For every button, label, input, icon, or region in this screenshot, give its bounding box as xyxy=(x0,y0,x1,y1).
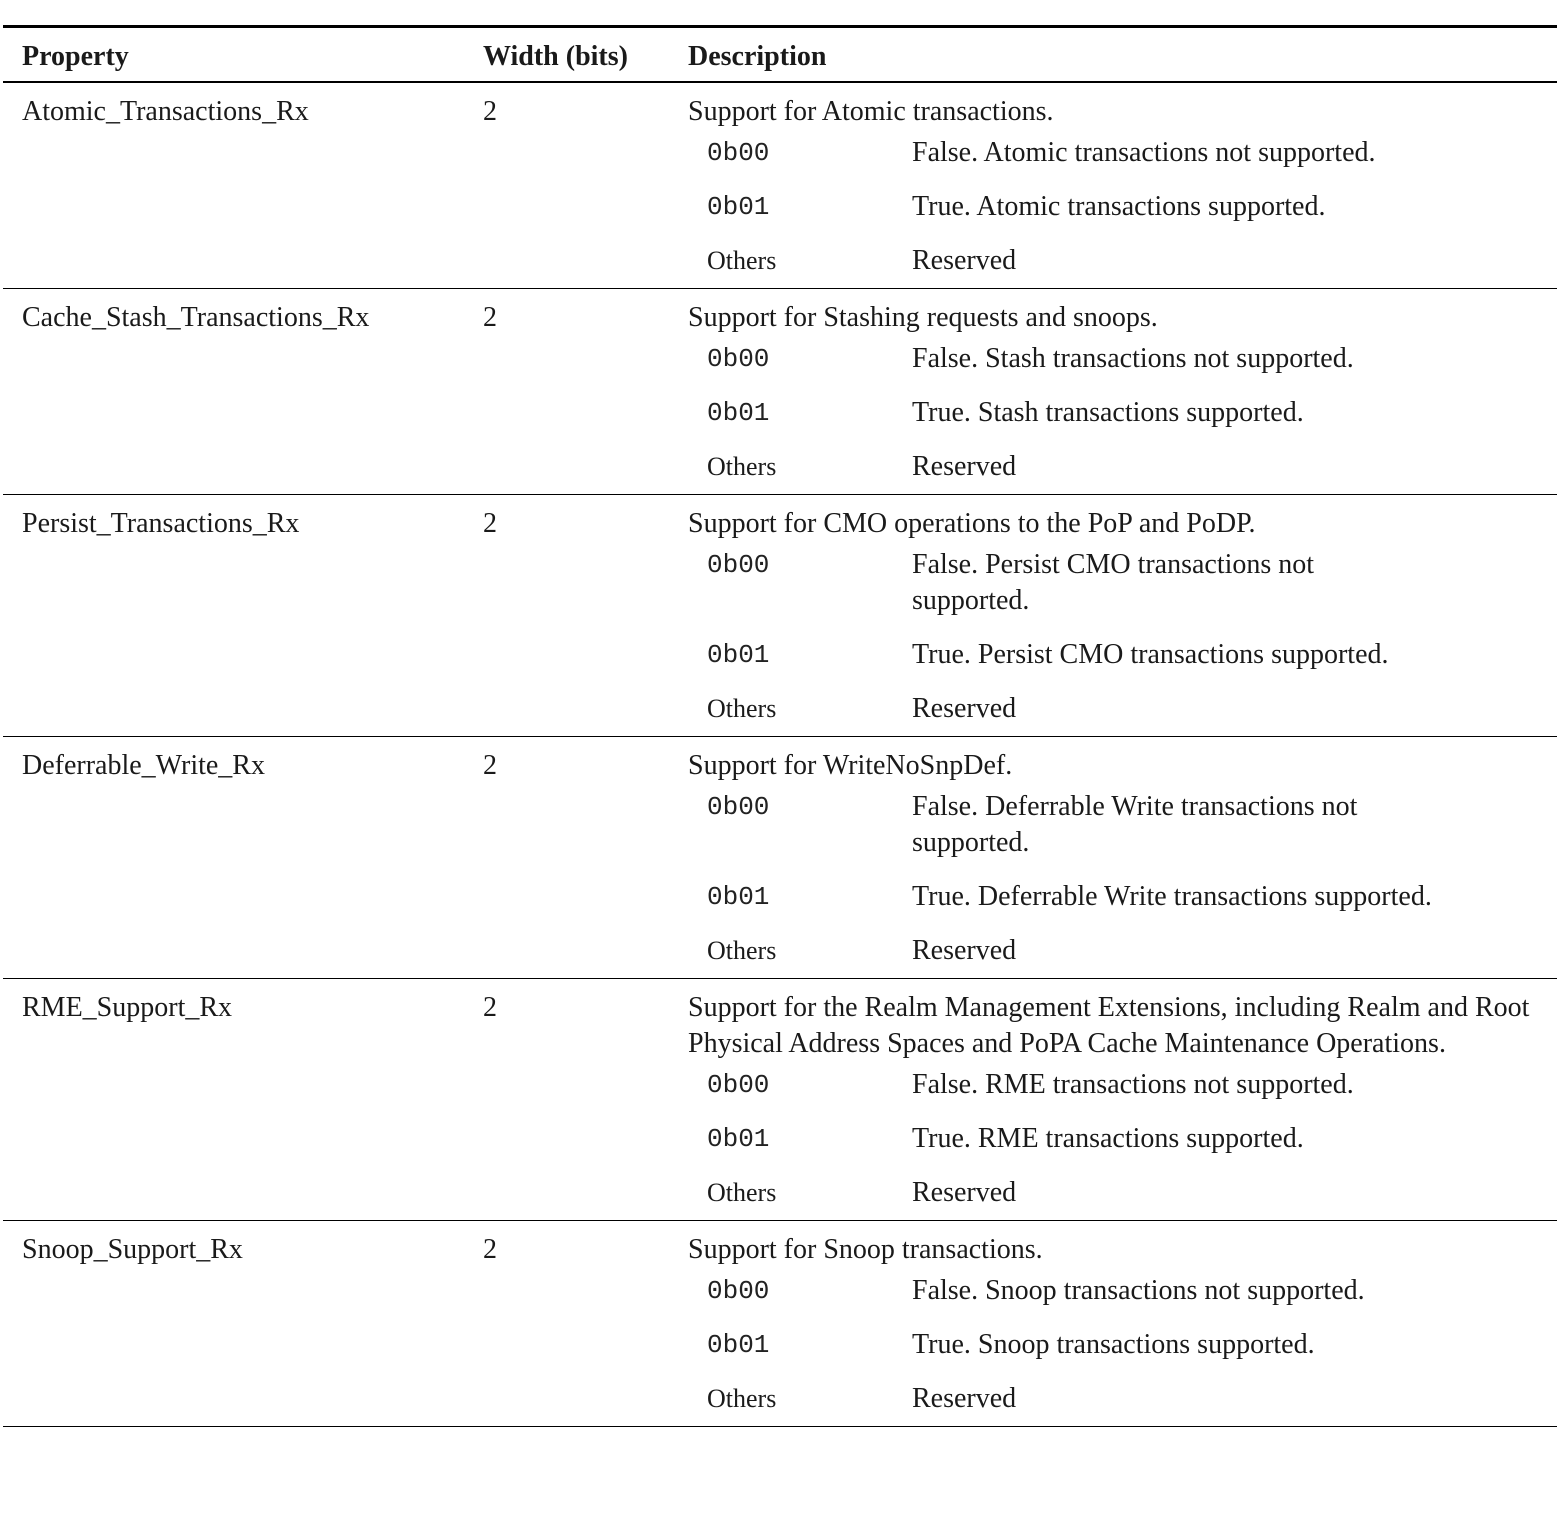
value-item xyxy=(688,232,1538,286)
value-list xyxy=(688,789,1538,976)
description-text: Support for Atomic transactions. xyxy=(688,96,1054,127)
value-code: 0b01 xyxy=(707,398,770,428)
value-code: Others xyxy=(707,1384,777,1413)
value-code: Others xyxy=(707,1178,777,1207)
value-list xyxy=(688,1067,1538,1218)
value-item xyxy=(688,1067,1538,1110)
description-text: Support for WriteNoSnpDef. xyxy=(688,750,1013,781)
value-code: 0b01 xyxy=(707,192,770,222)
value-list xyxy=(688,547,1538,734)
value-code: 0b00 xyxy=(707,138,770,168)
value-item xyxy=(688,626,1538,680)
value-code: 0b01 xyxy=(707,1330,770,1360)
value-item xyxy=(688,868,1538,922)
value-meaning: Reserved xyxy=(912,1383,1017,1414)
property-name: RME_Support_Rx xyxy=(22,992,233,1023)
property-name: Persist_Transactions_Rx xyxy=(22,508,300,539)
value-code: 0b00 xyxy=(707,792,770,822)
table-row xyxy=(3,979,1557,1220)
value-code: 0b00 xyxy=(707,1070,770,1100)
value-item xyxy=(688,1164,1538,1218)
value-meaning: True. Persist CMO transactions supported. xyxy=(912,639,1389,670)
value-meaning: Reserved xyxy=(912,451,1017,482)
value-item xyxy=(688,1316,1538,1370)
description-text: Support for CMO operations to the PoP and PoDP. xyxy=(688,508,1256,539)
property-width: 2 xyxy=(483,1234,497,1265)
property-description xyxy=(688,979,1538,1220)
value-code: 0b01 xyxy=(707,882,770,912)
property-description xyxy=(688,495,1538,736)
value-meaning: False. Atomic transactions not supported. xyxy=(912,137,1376,168)
value-item xyxy=(688,922,1538,976)
header-width: Width (bits) xyxy=(483,41,628,72)
description-text: Support for Stashing requests and snoops. xyxy=(688,302,1158,333)
value-meaning: True. Snoop transactions supported. xyxy=(912,1329,1315,1360)
property-description xyxy=(688,83,1538,288)
properties-table xyxy=(3,25,1557,1427)
property-description xyxy=(688,289,1538,494)
property-name: Cache_Stash_Transactions_Rx xyxy=(22,302,370,333)
property-width: 2 xyxy=(483,992,497,1023)
value-code: Others xyxy=(707,246,777,275)
value-meaning: False. Deferrable Write transactions not supported. xyxy=(912,791,1358,858)
value-code: 0b00 xyxy=(707,550,770,580)
value-meaning: Reserved xyxy=(912,245,1017,276)
value-code: 0b01 xyxy=(707,640,770,670)
value-code: Others xyxy=(707,452,777,481)
value-item xyxy=(688,789,1538,868)
property-name: Atomic_Transactions_Rx xyxy=(22,96,309,127)
value-meaning: False. Snoop transactions not supported. xyxy=(912,1275,1365,1306)
table-row xyxy=(3,1221,1557,1426)
table-body xyxy=(3,83,1557,1427)
header-property: Property xyxy=(22,41,129,72)
value-list xyxy=(688,1273,1538,1424)
value-meaning: True. Deferrable Write transactions supported. xyxy=(912,881,1432,912)
property-width: 2 xyxy=(483,508,497,539)
property-width: 2 xyxy=(483,302,497,333)
property-width: 2 xyxy=(483,96,497,127)
value-meaning: False. Stash transactions not supported. xyxy=(912,343,1354,374)
value-item xyxy=(688,178,1538,232)
value-meaning: Reserved xyxy=(912,935,1017,966)
value-meaning: False. Persist CMO transactions not supported. xyxy=(912,549,1315,616)
value-meaning: True. RME transactions supported. xyxy=(912,1123,1304,1154)
value-code: 0b01 xyxy=(707,1124,770,1154)
property-description xyxy=(688,737,1538,978)
value-code: Others xyxy=(707,936,777,965)
table-row xyxy=(3,495,1557,736)
value-code: 0b00 xyxy=(707,344,770,374)
value-meaning: True. Atomic transactions supported. xyxy=(912,191,1326,222)
table-row xyxy=(3,83,1557,288)
value-meaning: True. Stash transactions supported. xyxy=(912,397,1304,428)
property-width: 2 xyxy=(483,750,497,781)
value-list xyxy=(688,135,1538,286)
description-text: Support for the Realm Management Extensions, including Realm and Root Physical Address Spaces and PoPA Cache Maintenance Operations. xyxy=(688,992,1530,1059)
table-header xyxy=(3,28,1557,81)
value-item xyxy=(688,438,1538,492)
row-rule xyxy=(3,1426,1557,1427)
property-name: Deferrable_Write_Rx xyxy=(22,750,265,781)
table-row xyxy=(3,737,1557,978)
value-item xyxy=(688,1110,1538,1164)
description-text: Support for Snoop transactions. xyxy=(688,1234,1043,1265)
property-description xyxy=(688,1221,1538,1426)
value-item xyxy=(688,547,1538,626)
value-item xyxy=(688,341,1538,384)
value-item xyxy=(688,1273,1538,1316)
value-code: Others xyxy=(707,694,777,723)
value-item xyxy=(688,680,1538,734)
value-item xyxy=(688,1370,1538,1424)
value-item xyxy=(688,384,1538,438)
value-meaning: Reserved xyxy=(912,693,1017,724)
value-list xyxy=(688,341,1538,492)
value-meaning: False. RME transactions not supported. xyxy=(912,1069,1354,1100)
header-description: Description xyxy=(688,41,827,72)
property-name: Snoop_Support_Rx xyxy=(22,1234,243,1265)
value-code: 0b00 xyxy=(707,1276,770,1306)
value-meaning: Reserved xyxy=(912,1177,1017,1208)
table-row xyxy=(3,289,1557,494)
value-item xyxy=(688,135,1538,178)
